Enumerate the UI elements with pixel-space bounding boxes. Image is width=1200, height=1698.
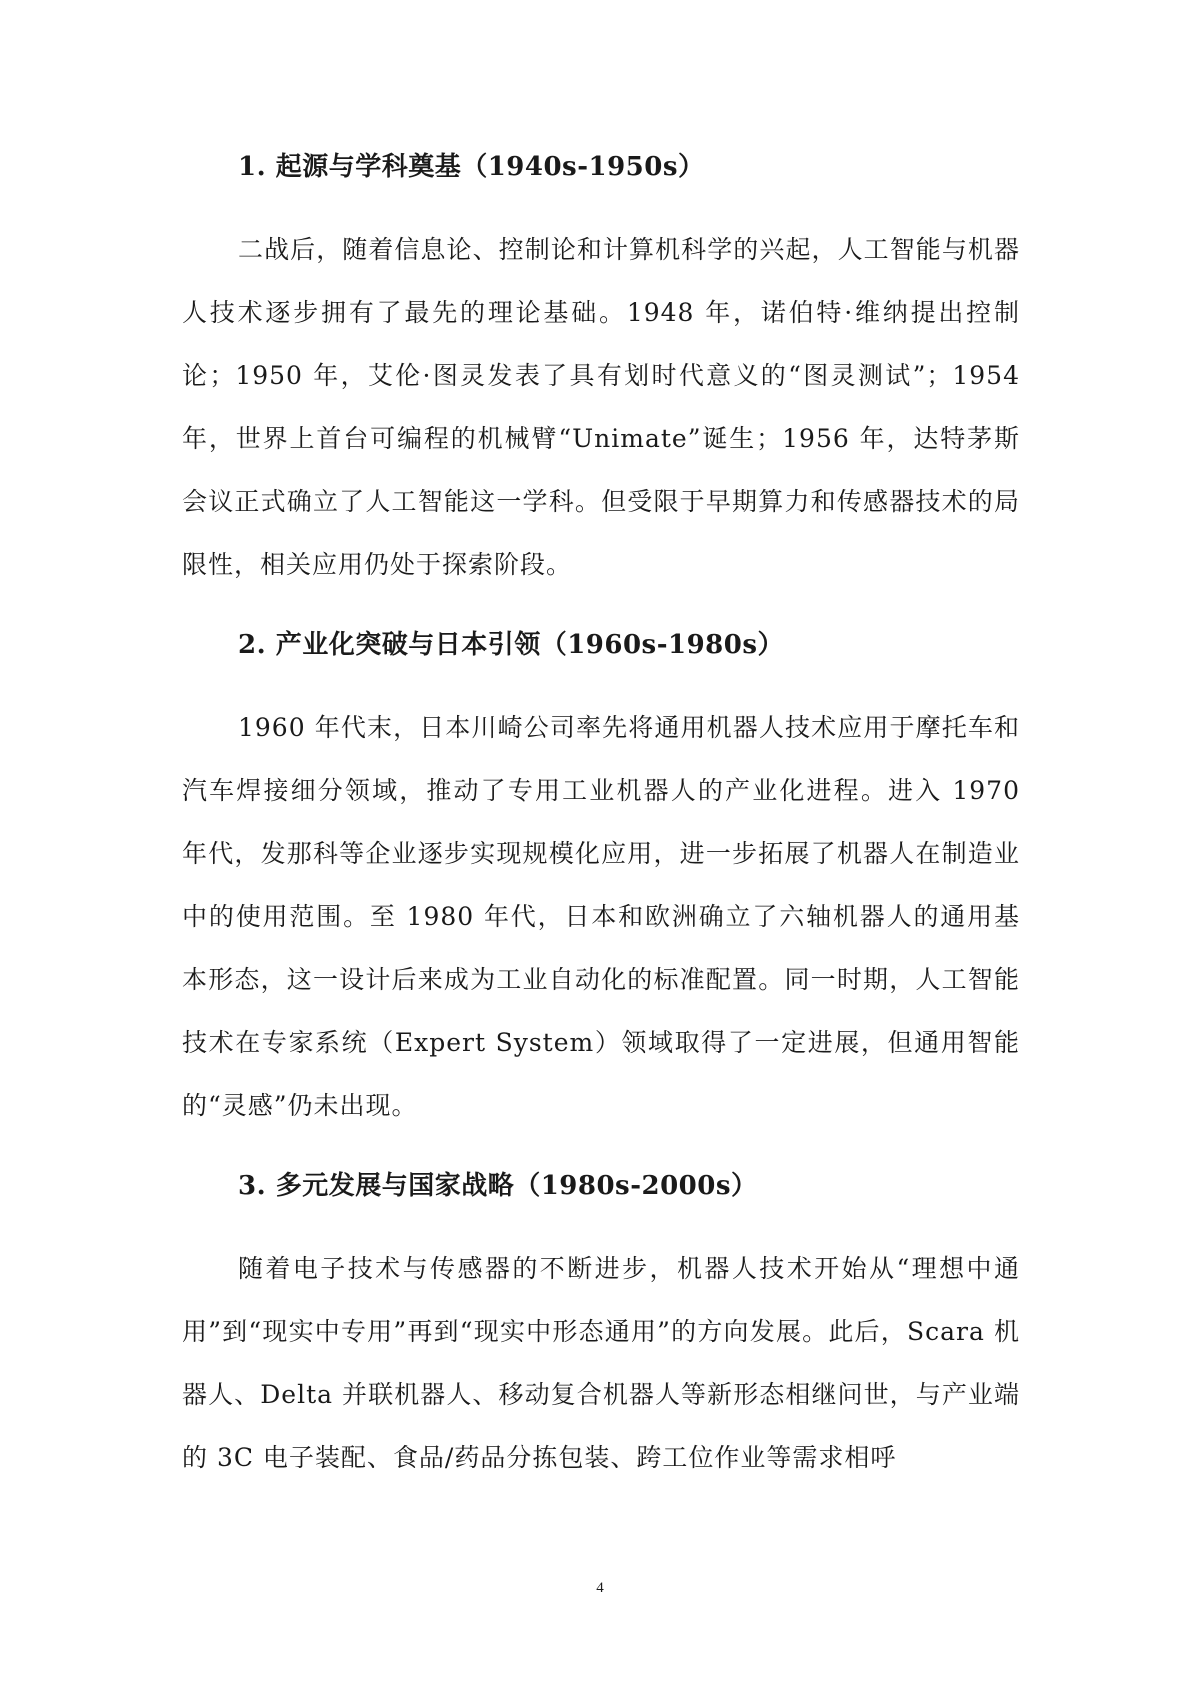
page-number: 4: [596, 1580, 604, 1596]
page-content: [182, 150, 1020, 1489]
section-heading-1: 1. 起源与学科奠基（1940s-1950s）: [238, 152, 705, 182]
section-paragraph-3: 随着电子技术与传感器的不断进步，机器人技术开始从“理想中通用”到“现实中专用”再到“现实中形态通用”的方向发展。此后，Scara 机器人、Delta 并联机器人、移动复合机器人等新形态相继问世，与产业端的 3C 电子装配、食品/药品分拣包装、跨工位作业等需求相呼: [182, 1254, 1020, 1472]
section-heading-3: 3. 多元发展与国家战略（1980s-2000s）: [238, 1171, 758, 1201]
section-paragraph-2: 1960 年代末，日本川崎公司率先将通用机器人技术应用于摩托车和汽车焊接细分领域，推动了专用工业机器人的产业化进程。进入 1970 年代，发那科等企业逐步实现规模化应用，进一步拓展了机器人在制造业中的使用范围。至 1980 年代，日本和欧洲确立了六轴机器人的通用基本形态，这一设计后来成为工业自动化的标准配置。同一时期，人工智能技术在专家系统（Expert System）领域取得了一定进展，但通用智能的“灵感”仍未出现。: [182, 713, 1020, 1120]
section-heading-2: 2. 产业化突破与日本引领（1960s-1980s）: [238, 630, 784, 660]
section-paragraph-1: 二战后，随着信息论、控制论和计算机科学的兴起，人工智能与机器人技术逐步拥有了最先的理论基础。1948 年，诺伯特·维纳提出控制论；1950 年，艾伦·图灵发表了具有划时代意义的“图灵测试”；1954 年，世界上首台可编程的机械臂“Unimate”诞生；1956 年，达特茅斯会议正式确立了人工智能这一学科。但受限于早期算力和传感器技术的局限性，相关应用仍处于探索阶段。: [182, 235, 1020, 579]
